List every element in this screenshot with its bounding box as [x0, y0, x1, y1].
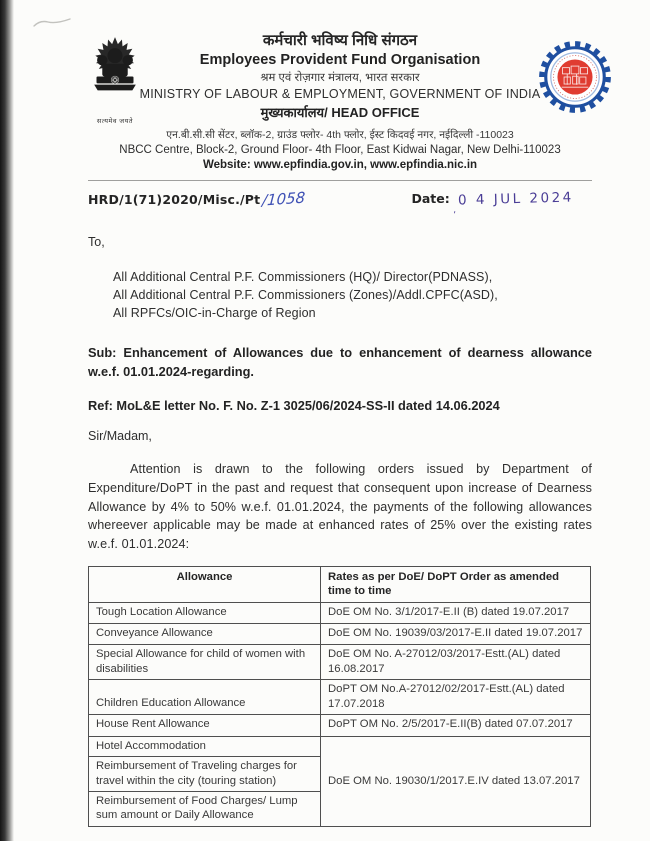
allowance-cell: Special Allowance for child of women with disabilities — [89, 645, 321, 680]
address-english: NBCC Centre, Block-2, Ground Floor- 4th Floor, East Kidwai Nagar, New Delhi-110023 — [119, 144, 561, 156]
table-row — [89, 602, 591, 623]
body-paragraph: Attention is drawn to the following orders issued by Department of Expenditure/DoPT in the past and request that consequent upon increase of Dearness Allowance by 4% to 50% w.e.f. 01.01.2024, the payments of the following allowances whereever applicable may be made at enhanced rates of 25% over the existing rates w.e.f. 01.01.2024: — [88, 462, 592, 551]
table-header-row — [89, 566, 591, 602]
handwritten-dispatch-number: /1058 — [261, 188, 307, 210]
subject-line: Sub: Enhancement of Allowances due to enhancement of dearness allowance w.e.f. 01.01.2024-regarding. — [88, 345, 592, 379]
col-header-order: Rates as per DoE/ DoPT Order as amended time to time — [321, 566, 591, 602]
stamp-ink-mark: ' — [452, 209, 457, 222]
ministry-english: MINISTRY OF LABOUR & EMPLOYMENT, GOVERNMENT OF INDIA — [139, 87, 541, 101]
table-row — [89, 645, 591, 680]
allowance-cell: Tough Location Allowance — [89, 602, 321, 623]
order-cell: DoE OM No. 3/1/2017-E.II (B) dated 19.07.2017 — [321, 602, 591, 623]
file-number-group — [88, 190, 306, 209]
letterhead — [88, 0, 592, 181]
date-label: Date: — [411, 191, 450, 206]
file-number: HRD/1(71)2020/Misc./Pt — [88, 192, 261, 207]
header-divider — [88, 180, 592, 181]
national-emblem — [76, 36, 154, 125]
allowance-cell: Hotel Accommodation — [89, 736, 321, 756]
order-cell: DoPT OM No. 2/5/2017-E.II(B) dated 07.07.2017 — [321, 715, 591, 736]
to-salutation: To, — [88, 235, 105, 249]
allowance-cell: House Rent Allowance — [89, 715, 321, 736]
recipient-line: All RPFCs/OIC-in-Charge of Region — [113, 306, 316, 321]
ministry-hindi: श्रम एवं रोज़गार मंत्रालय, भारत सरकार — [260, 72, 420, 84]
org-name-hindi: कर्मचारी भविष्य निधि संगठन — [262, 32, 418, 49]
epfo-logo-icon — [536, 38, 614, 116]
table-row — [89, 736, 591, 756]
letter-content — [88, 0, 592, 827]
allowance-cell: Children Education Allowance — [89, 680, 321, 715]
order-cell: DoE OM No. A-27012/03/2017-Estt.(AL) dated 16.08.2017 — [321, 645, 591, 680]
greeting: Sir/Madam, — [88, 429, 152, 444]
allowance-cell: Reimbursement of Food Charges/ Lump sum amount or Daily Allowance — [89, 792, 321, 827]
col-header-allowance: Allowance — [89, 566, 321, 602]
pencil-mark — [30, 14, 80, 30]
order-cell: DoE OM No. 19039/03/2017-E.II dated 19.07.2017 — [321, 623, 591, 644]
table-row — [89, 623, 591, 644]
national-emblem-icon — [86, 36, 144, 110]
allowance-cell: Conveyance Allowance — [89, 623, 321, 644]
date-stamp: 0 4 JUL 2024 — [458, 189, 575, 209]
website-line: Website: www.epfindia.gov.in, www.epfindia.nic.in — [202, 159, 478, 171]
org-name-english: Employees Provident Fund Organisation — [199, 52, 481, 68]
recipient-line: All Additional Central P.F. Commissioners (HQ)/ Director(PDNASS), — [113, 270, 493, 284]
address-hindi: एन.बी.सी.सी सेंटर, ब्लॉक-2, ग्राउंड फ्लोर- 4th फ्लोर, ईस्ट किदवई नगर, नईदिल्ली -110023 — [166, 129, 514, 141]
emblem-motto: सत्यमेव जयते — [96, 118, 134, 125]
allowance-cell: Reimbursement of Traveling charges for travel within the city (touring station) — [89, 757, 321, 792]
order-cell-merged: DoE OM No. 19030/1/2017.E.IV dated 13.07.2017 — [321, 736, 591, 826]
allowance-table — [88, 566, 591, 827]
head-office-line: मुख्यकार्यालय/ HEAD OFFICE — [260, 105, 420, 120]
reference-row — [88, 188, 592, 222]
scan-edge-artifact — [0, 0, 14, 841]
recipient-list — [88, 268, 592, 322]
date-group — [411, 189, 575, 222]
reference-letter-line: Ref: MoL&E letter No. F. No. Z-1 3025/06/2024-SS-II dated 14.06.2024 — [88, 398, 500, 414]
order-cell: DoPT OM No.A-27012/02/2017-Estt.(AL) dated 17.07.2018 — [321, 680, 591, 715]
recipient-line: All Additional Central P.F. Commissioners (Zones)/Addl.CPFC(ASD), — [113, 288, 498, 303]
table-row — [89, 680, 591, 715]
table-row — [89, 715, 591, 736]
